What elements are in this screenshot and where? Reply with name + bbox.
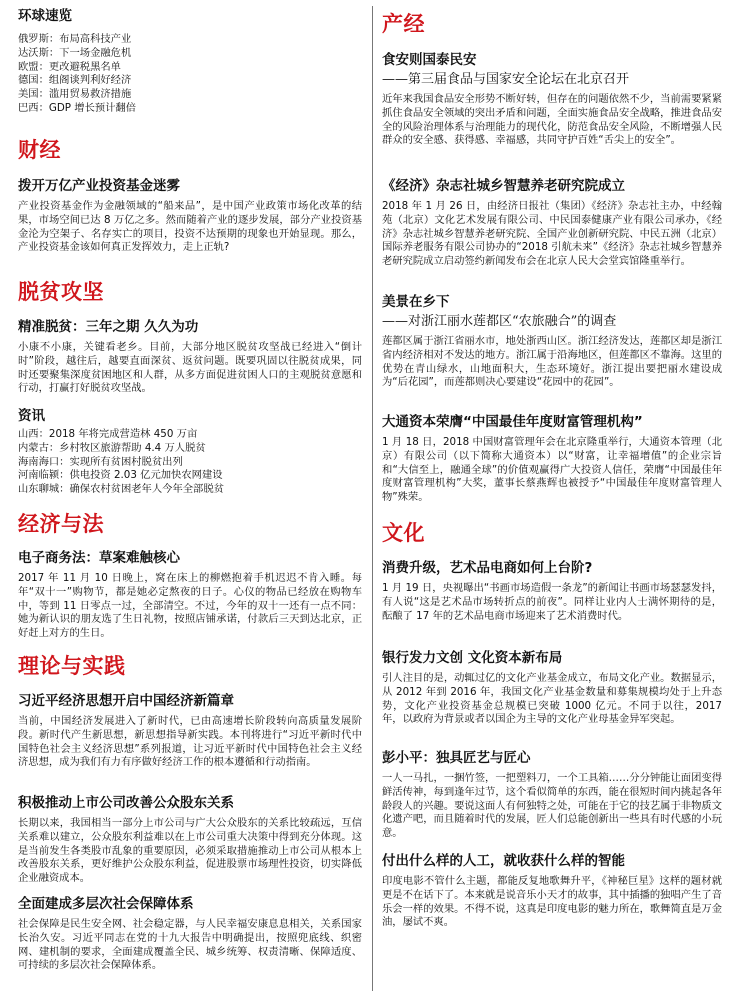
news-title: 资讯 bbox=[18, 408, 45, 424]
industry-article-2 bbox=[382, 178, 722, 269]
article-body: 2017 年 11 月 10 日晚上，窝在床上的柳燃抱着手机迟迟不肯入睡。每年“双十一”购物节，都是她必定熬夜的日子。心仪的物品已经放在购物车中，等到 11 日零点一过，全部清空。不过，今年的双十一还有一点不同：她为新认识的朋友选了生日礼物，按照店铺承诺，付款后三天到达北京，正好赶上对方的生日。 bbox=[18, 572, 362, 640]
section-heading-poverty: 脱贫攻坚 bbox=[18, 279, 104, 304]
world-brief-item: 欧盟：更改避税黑名单 bbox=[18, 60, 121, 73]
poverty-news bbox=[18, 408, 362, 497]
world-brief-item: 美国：滥用贸易救济措施 bbox=[18, 88, 132, 101]
news-item: 海南海口：实现所有贫困村脱贫出列 bbox=[18, 455, 183, 468]
article-title: 拨开万亿产业投资基金迷雾 bbox=[18, 178, 180, 194]
poverty-section bbox=[18, 276, 362, 306]
article-title: 彭小平：独具匠艺与匠心 bbox=[382, 750, 531, 766]
news-item: 河南临颍：供电投资 2.03 亿元加快农网建设 bbox=[18, 469, 223, 482]
culture-article-2 bbox=[382, 650, 722, 727]
culture-article-3 bbox=[382, 750, 722, 841]
culture-article-4 bbox=[382, 853, 722, 930]
finance-article bbox=[18, 178, 362, 255]
article-title: 精准脱贫：三年之期 久久为功 bbox=[18, 319, 199, 335]
article-body: 当前，中国经济发展进入了新时代，已由高速增长阶段转向高质量发展阶段。新时代产生新思想，新思想指导新实践。本刊将进行“习近平新时代中国特色社会主义经济思想”系列报道，让习近平新时代中国特色社会主义经济思想，成为我们有力有序做好经济工作的根本遵循和行动指南。 bbox=[18, 715, 362, 769]
article-body: 印度电影不管什么主题，都能反复地歌舞升平，《神秘巨星》这样的题材就更是不在话下了。本来就是说音乐小天才的故事，其中插播的独唱产生了音乐会一样的效果。不得不说，这真是印度电影的魅力所在，歌舞简直是万金油，屡试不爽。 bbox=[382, 875, 722, 929]
article-body: 近年来我国食品安全形势不断好转，但存在的问题依然不少，当前需要紧紧抓住食品安全领域的突出矛盾和问题，全面实施食品安全战略，推进食品安全的风险治理体系与治理能力的现代化，防范食品安全风险，不断增强人民群众的安全感、获得感、幸福感，共同守护百姓“舌尖上的安全”。 bbox=[382, 93, 722, 147]
industry-section bbox=[382, 8, 722, 38]
section-heading-finance: 财经 bbox=[18, 137, 61, 162]
article-title: 全面建成多层次社会保障体系 bbox=[18, 896, 194, 912]
news-item: 山东聊城：确保农村贫困老年人今年全部脱贫 bbox=[18, 483, 224, 496]
world-brief-item: 巴西：GDP 增长预计翻倍 bbox=[18, 101, 137, 114]
theory-article-2 bbox=[18, 795, 362, 886]
article-body: 2018 年 1 月 26 日，由经济日报社（集团）《经济》杂志社主办，中经翰苑（北京）文化艺术发展有限公司、中民国泰健康产业有限公司承办，《经济》杂志社城乡智慧养老研究院、全国产业创新研究院、中民五洲（北京）国际养老服务有限公司协办的“2018 引航未来”《经济》杂志社城乡智慧养老研究院成立启动签约新闻发布会在北京人民大会堂宾馆隆重举行。 bbox=[382, 200, 722, 268]
article-title: 银行发力文创 文化资本新布局 bbox=[382, 650, 563, 666]
news-item: 内蒙古：乡村牧区旅游帮助 4.4 万人脱贫 bbox=[18, 441, 206, 454]
article-body: 一人一马扎，一捆竹签，一把塑料刀，一个工具箱……分分钟能让面团变得鲜活传神，每到逢年过节，这个看似简单的东西，能在很短时间内挑起各年龄段人的兴趣。要说这面人有何独特之处，可能在于它的技艺属于非物质文化遗产吧，而且随着时代的发展，匠人们总能创新出一些具有时代感的小玩意。 bbox=[382, 772, 722, 840]
article-subtitle: ——第三届食品与国家安全论坛在北京召开 bbox=[382, 72, 630, 87]
article-title: 积极推动上市公司改善公众股东关系 bbox=[18, 795, 234, 811]
article-body: 1 月 19 日，央视曝出“书画市场造假一条龙”的新闻让书画市场瑟瑟发抖，有人说“这是艺术品市场转折点的前夜”。同样让业内人士满怀期待的是，酝酿了 17 年的艺术品电商市场迎来了艺术消费时代。 bbox=[382, 582, 722, 622]
theory-section bbox=[18, 650, 362, 680]
article-body: 1 月 18 日，2018 中国财富管理年会在北京隆重举行，大通资本管理（北京）有限公司（以下简称大通资本）以“财富，让幸福增值”的企业宗旨和“大信至上，融通全球”的价值观赢得广大投资人信任，荣膺“中国最佳年度财富管理机构”大奖，董事长蔡燕辉也被授予“中国最佳年度财富管理人物”殊荣。 bbox=[382, 436, 722, 504]
law-article bbox=[18, 550, 362, 641]
news-item: 山西：2018 年将完成营造林 450 万亩 bbox=[18, 428, 198, 440]
article-title: 食安则国泰民安 bbox=[382, 52, 477, 68]
column-divider bbox=[372, 6, 373, 991]
article-body: 引人注目的是，动辄过亿的文化产业基金成立，布局文化产业。数据显示，从 2012 年到 2016 年，我国文化产业基金数量和募集规模均处于上升态势，文化产业投资基金总规模已突破 1000 亿元。不同于以往，2017 年，以政府为背景或者以国企为主导的文化产业母基金异军突起。 bbox=[382, 672, 722, 726]
world-brief-item: 德国：组阁谈判利好经济 bbox=[18, 74, 132, 87]
culture-section bbox=[382, 517, 722, 547]
article-title: 大通资本荣膺“中国最佳年度财富管理机构” bbox=[382, 414, 643, 430]
article-title: 美景在乡下 bbox=[382, 294, 450, 310]
finance-section bbox=[18, 134, 362, 164]
world-brief-item: 俄罗斯：布局高科技产业 bbox=[18, 33, 132, 45]
industry-article-4 bbox=[382, 414, 722, 505]
article-title: 电子商务法：草案难触核心 bbox=[18, 550, 180, 566]
world-brief-title: 环球速览 bbox=[18, 8, 72, 24]
industry-article-1 bbox=[382, 52, 722, 148]
article-body: 社会保障是民生安全网、社会稳定器，与人民幸福安康息息相关，关系国家长治久安。习近平同志在党的十九大报告中明确提出，按照兜底线、织密网、建机制的要求，全面建成覆盖全民、城乡统筹、权责清晰、保障适度、可持续的多层次社会保障体系。 bbox=[18, 918, 362, 972]
poverty-article bbox=[18, 319, 362, 396]
culture-article-1 bbox=[382, 560, 722, 623]
section-heading-law: 经济与法 bbox=[18, 511, 104, 536]
article-title: 消费升级，艺术品电商如何上台阶? bbox=[382, 560, 593, 576]
article-subtitle: ——对浙江丽水莲都区“农旅融合”的调查 bbox=[382, 314, 617, 329]
theory-article-1 bbox=[18, 693, 362, 770]
industry-article-3 bbox=[382, 294, 722, 390]
article-body: 长期以来，我国相当一部分上市公司与广大公众股东的关系比较疏远，互信关系难以建立，公众股东利益难以在上市公司重大决策中得到充分体现。这是当前发生各类股市乱象的重要原因，必须采取措施推动上市公司从根本上改善股东关系，更好维护公众股东利益，促进股票市场理性投资，切实降低企业融资成本。 bbox=[18, 817, 362, 885]
article-title: 付出什么样的人工，就收获什么样的智能 bbox=[382, 853, 625, 869]
article-title: 《经济》杂志社城乡智慧养老研究院成立 bbox=[382, 178, 625, 194]
section-heading-industry: 产经 bbox=[382, 11, 425, 36]
world-brief bbox=[18, 8, 362, 116]
article-body: 产业投资基金作为金融领域的“船来品”，是中国产业政策市场化改革的结果，市场空间已达 8 万亿之多。然而随着产业的逐步发展，部分产业投资基金沦为空架子、名存实亡的项目，投资不达预期的现象也开始显现。那么，产业投资基金该如何真正发挥效力，走上正轨? bbox=[18, 200, 362, 254]
world-brief-item: 达沃斯：下一场金融危机 bbox=[18, 46, 132, 59]
section-heading-culture: 文化 bbox=[382, 520, 425, 545]
theory-article-3 bbox=[18, 896, 362, 973]
article-body: 莲都区属于浙江省丽水市，地处浙西山区。浙江经济发达，莲都区却是浙江省内经济相对不发达的地方。浙江属于沿海地区，但莲都区不靠海。这里的优势在青山绿水，山地面积大，生态环境好。浙江提出要把丽水建设成为“后花园”，而莲都则决心要建设“花园中的花园”。 bbox=[382, 335, 722, 389]
article-body: 小康不小康，关键看老乡。目前，大部分地区脱贫攻坚战已经进入“倒计时”阶段，越往后，越要直面深贫、返贫问题。既要巩固以往脱贫成果，同时还要聚集深度贫困地区和人群，从多方面促进贫困人口的主观脱贫意愿和行动，打赢打好脱贫攻坚战。 bbox=[18, 341, 362, 395]
article-title: 习近平经济思想开启中国经济新篇章 bbox=[18, 693, 234, 709]
section-heading-theory: 理论与实践 bbox=[18, 653, 126, 678]
law-section bbox=[18, 508, 362, 538]
